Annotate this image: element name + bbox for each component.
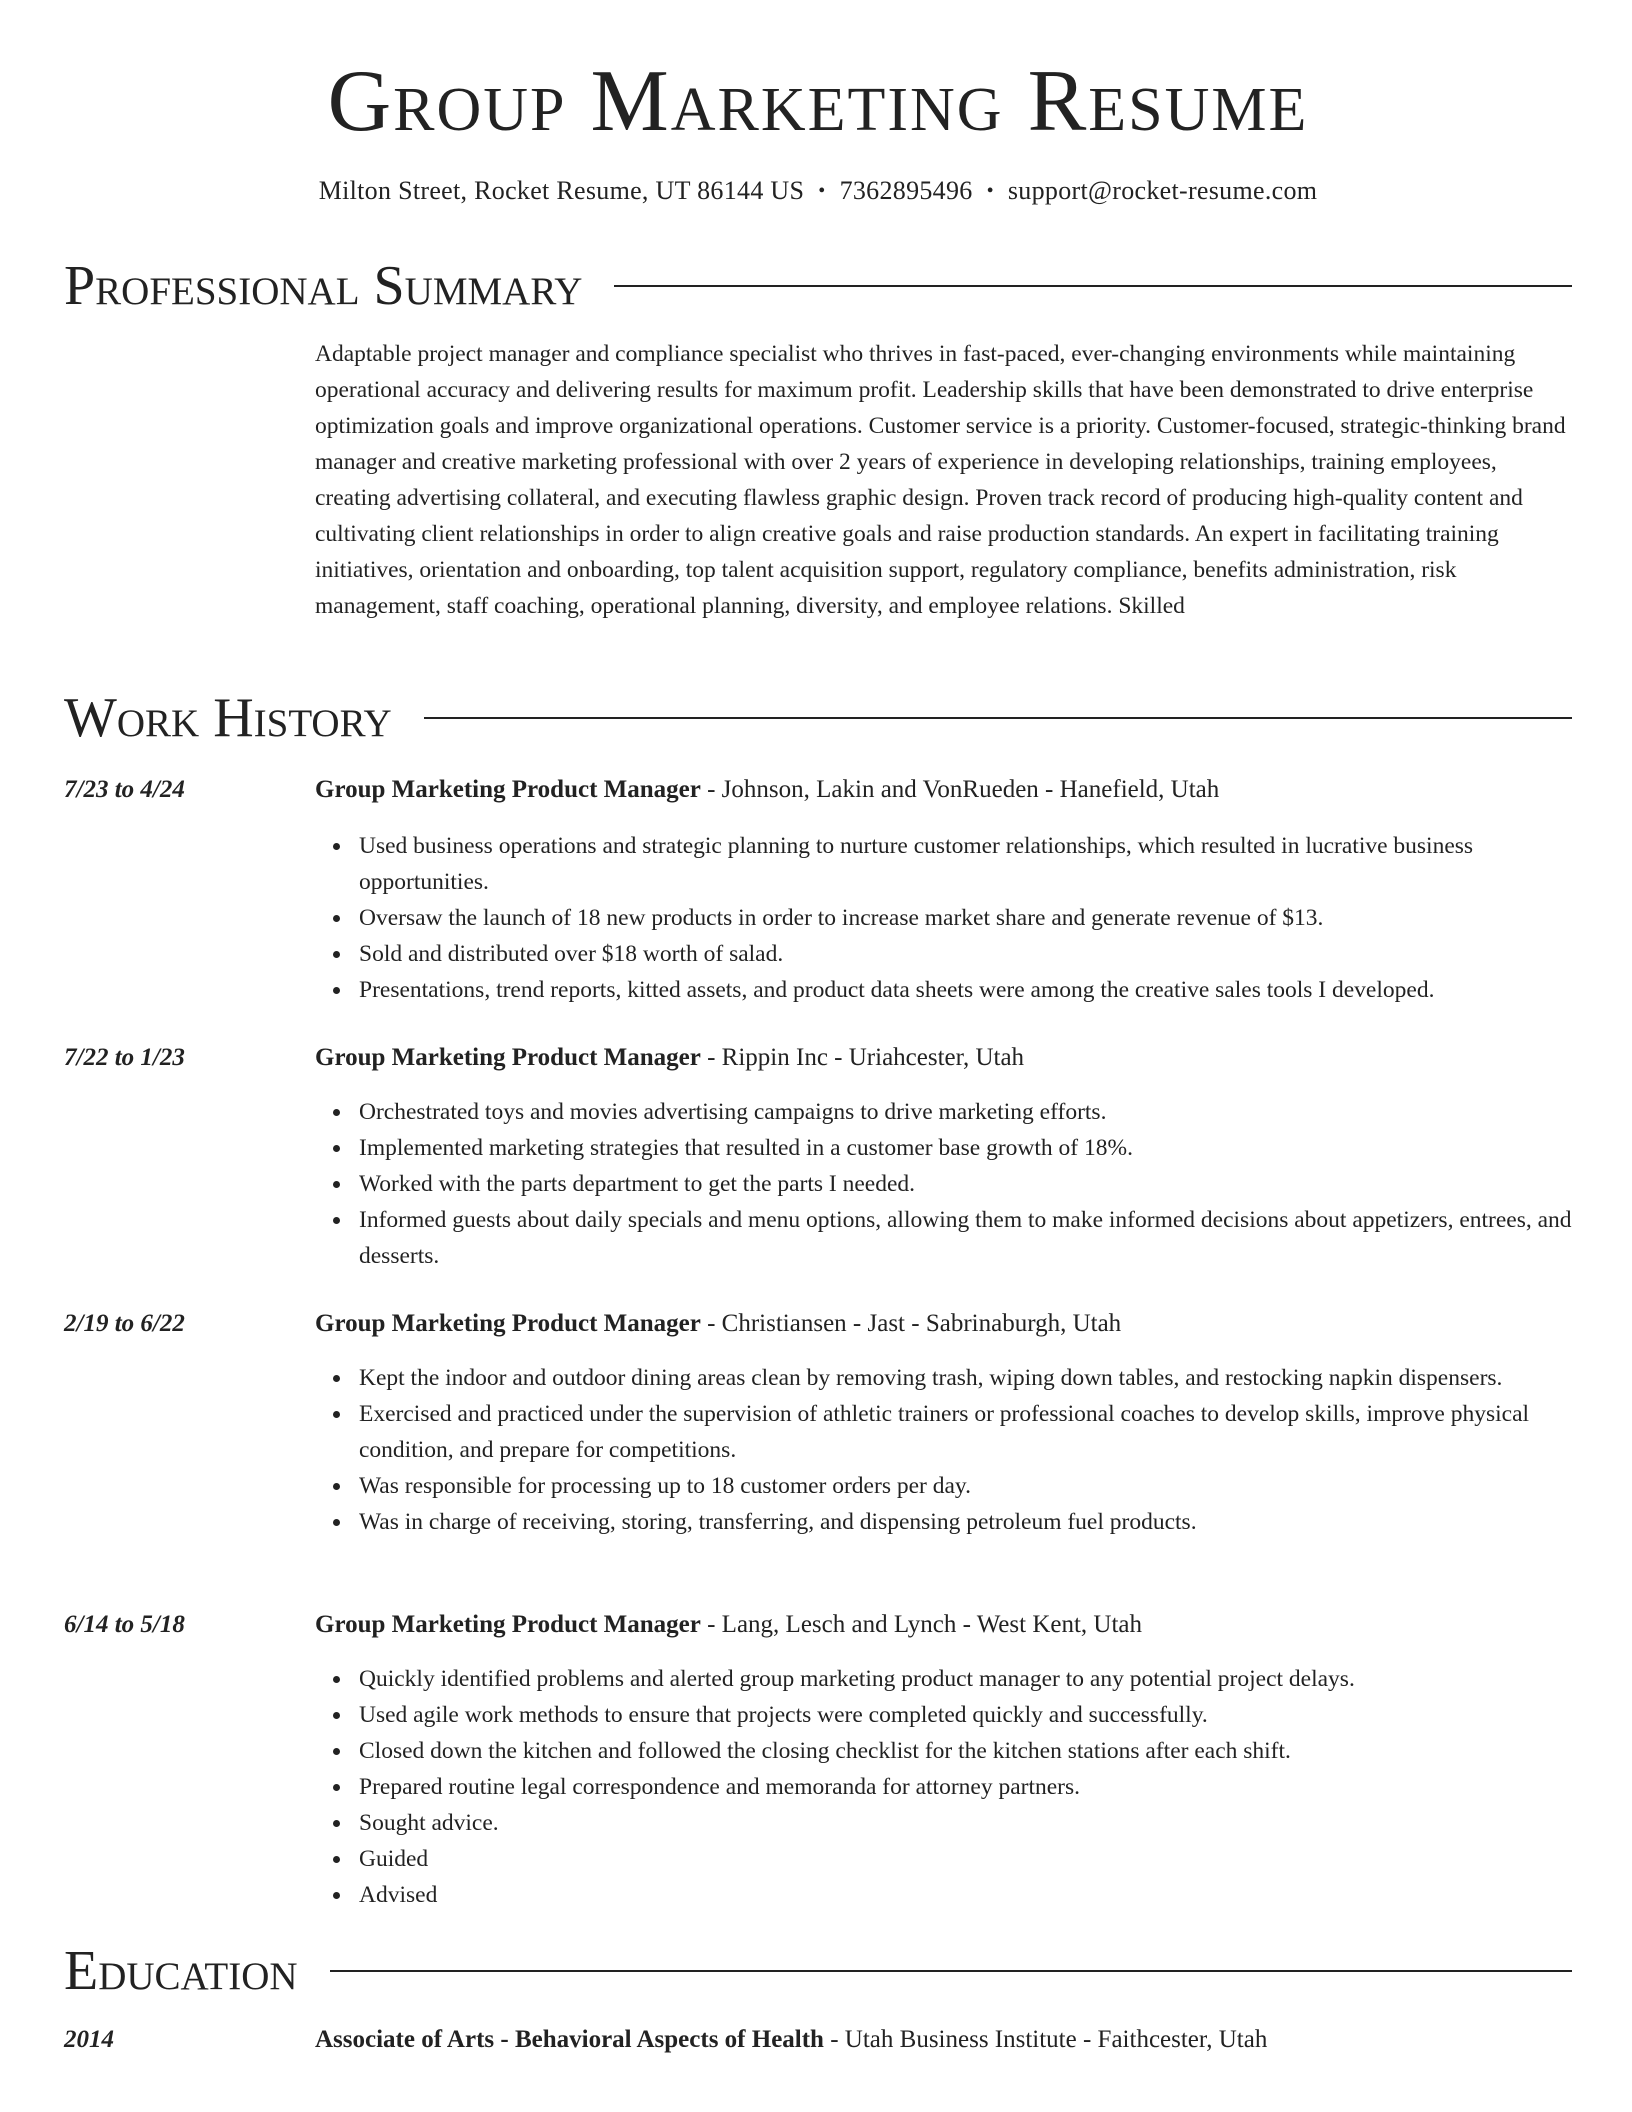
education-section-header [64, 1940, 1572, 2002]
list-item: Presentations, trend reports, kitted assets, and product data sheets were among the creative sales tools I developed. [359, 972, 1572, 1008]
job-dates: 7/23 to 4/24 [64, 776, 185, 803]
list-item: Quickly identified problems and alerted group marketing product manager to any potential project delays. [359, 1661, 1572, 1697]
work-section-header [64, 687, 1572, 749]
job-dates: 7/22 to 1/23 [64, 1044, 185, 1071]
job-bullets [315, 1094, 1572, 1274]
list-item: Sought advice. [359, 1805, 1572, 1841]
contact-line [64, 176, 1572, 206]
summary-text: Adaptable project manager and compliance specialist who thrives in fast-paced, ever-changing environments while maintaining operational accuracy and delivering results for maximum profit. Leadership skills that have been demonstrated to drive enterprise optimization goals and improve organizational operations. Customer service is a priority. Customer-focused, strategic-thinking brand manager and creative marketing professional with over 2 years of experience in developing relationships, training employees, creating advertising collateral, and executing flawless graphic design. Proven track record of producing high-quality content and cultivating client relationships in order to align creative goals and raise production standards. An expert in facilitating training initiatives, orientation and onboarding, top talent acquisition support, regulatory compliance, benefits administration, risk management, staff coaching, operational planning, diversity, and employee relations. Skilled [315, 341, 1566, 619]
education-year: 2014 [64, 2026, 114, 2053]
job-header [315, 1044, 1572, 1072]
job-header [315, 1310, 1572, 1338]
education-header [315, 2026, 1572, 2054]
job-bullets [315, 1661, 1572, 1913]
work-heading: Work History [64, 687, 392, 749]
list-item: Advised [359, 1877, 1572, 1913]
education-degree: Associate of Arts - Behavioral Aspects of Health [315, 2026, 824, 2053]
contact-address: Milton Street, Rocket Resume, UT 86144 US [318, 176, 805, 205]
list-item: Used business operations and strategic planning to nurture customer relationships, which resulted in lucrative business opportunities. [359, 828, 1572, 900]
contact-phone: 7362895496 [839, 176, 973, 205]
list-item: Prepared routine legal correspondence and memoranda for attorney partners. [359, 1769, 1572, 1805]
section-divider [614, 285, 1572, 287]
list-item: Was in charge of receiving, storing, transferring, and dispensing petroleum fuel products. [359, 1504, 1572, 1540]
job-role: Group Marketing Product Manager [315, 776, 701, 803]
job-dates: 6/14 to 5/18 [64, 1611, 185, 1638]
job-employer: - Lang, Lesch and Lynch - West Kent, Utah [700, 1611, 1143, 1638]
job-dates: 2/19 to 6/22 [64, 1310, 185, 1337]
job-role: Group Marketing Product Manager [315, 1310, 701, 1337]
section-divider [424, 717, 1572, 719]
job-employer: - Johnson, Lakin and VonRueden - Hanefield, Utah [700, 776, 1220, 803]
job-bullets [315, 828, 1572, 1008]
job-role: Group Marketing Product Manager [315, 1611, 701, 1638]
resume-title: Group Marketing Resume [327, 53, 1309, 150]
list-item: Exercised and practiced under the supervision of athletic trainers or professional coaches to develop skills, improve physical condition, and prepare for competitions. [359, 1396, 1572, 1468]
list-item: Informed guests about daily specials and menu options, allowing them to make informed decisions about appetizers, entrees, and desserts. [359, 1202, 1572, 1274]
list-item: Implemented marketing strategies that resulted in a customer base growth of 18%. [359, 1130, 1572, 1166]
list-item: Worked with the parts department to get the parts I needed. [359, 1166, 1572, 1202]
contact-separator: • [986, 180, 994, 202]
list-item: Guided [359, 1841, 1572, 1877]
job-header [315, 1611, 1572, 1639]
contact-email[interactable]: support@rocket-resume.com [1007, 176, 1318, 205]
list-item: Kept the indoor and outdoor dining areas clean by removing trash, wiping down tables, and restocking napkin dispensers. [359, 1360, 1572, 1396]
list-item: Was responsible for processing up to 18 customer orders per day. [359, 1468, 1572, 1504]
section-divider [330, 1970, 1572, 1972]
list-item: Orchestrated toys and movies advertising campaigns to drive marketing efforts. [359, 1094, 1572, 1130]
list-item: Closed down the kitchen and followed the closing checklist for the kitchen stations after each shift. [359, 1733, 1572, 1769]
job-employer: - Christiansen - Jast - Sabrinaburgh, Utah [700, 1310, 1122, 1337]
contact-separator: • [818, 180, 826, 202]
summary-heading: Professional Summary [64, 255, 583, 317]
job-role: Group Marketing Product Manager [315, 1044, 701, 1071]
job-bullets [315, 1360, 1572, 1540]
summary-section-header [64, 255, 1572, 317]
education-institution: - Utah Business Institute - Faithcester, Utah [823, 2026, 1268, 2053]
job-employer: - Rippin Inc - Uriahcester, Utah [700, 1044, 1025, 1071]
list-item: Used agile work methods to ensure that projects were completed quickly and successfully. [359, 1697, 1572, 1733]
list-item: Sold and distributed over $18 worth of salad. [359, 936, 1572, 972]
education-heading: Education [64, 1940, 298, 2002]
job-header [315, 776, 1572, 804]
list-item: Oversaw the launch of 18 new products in order to increase market share and generate revenue of $13. [359, 900, 1572, 936]
